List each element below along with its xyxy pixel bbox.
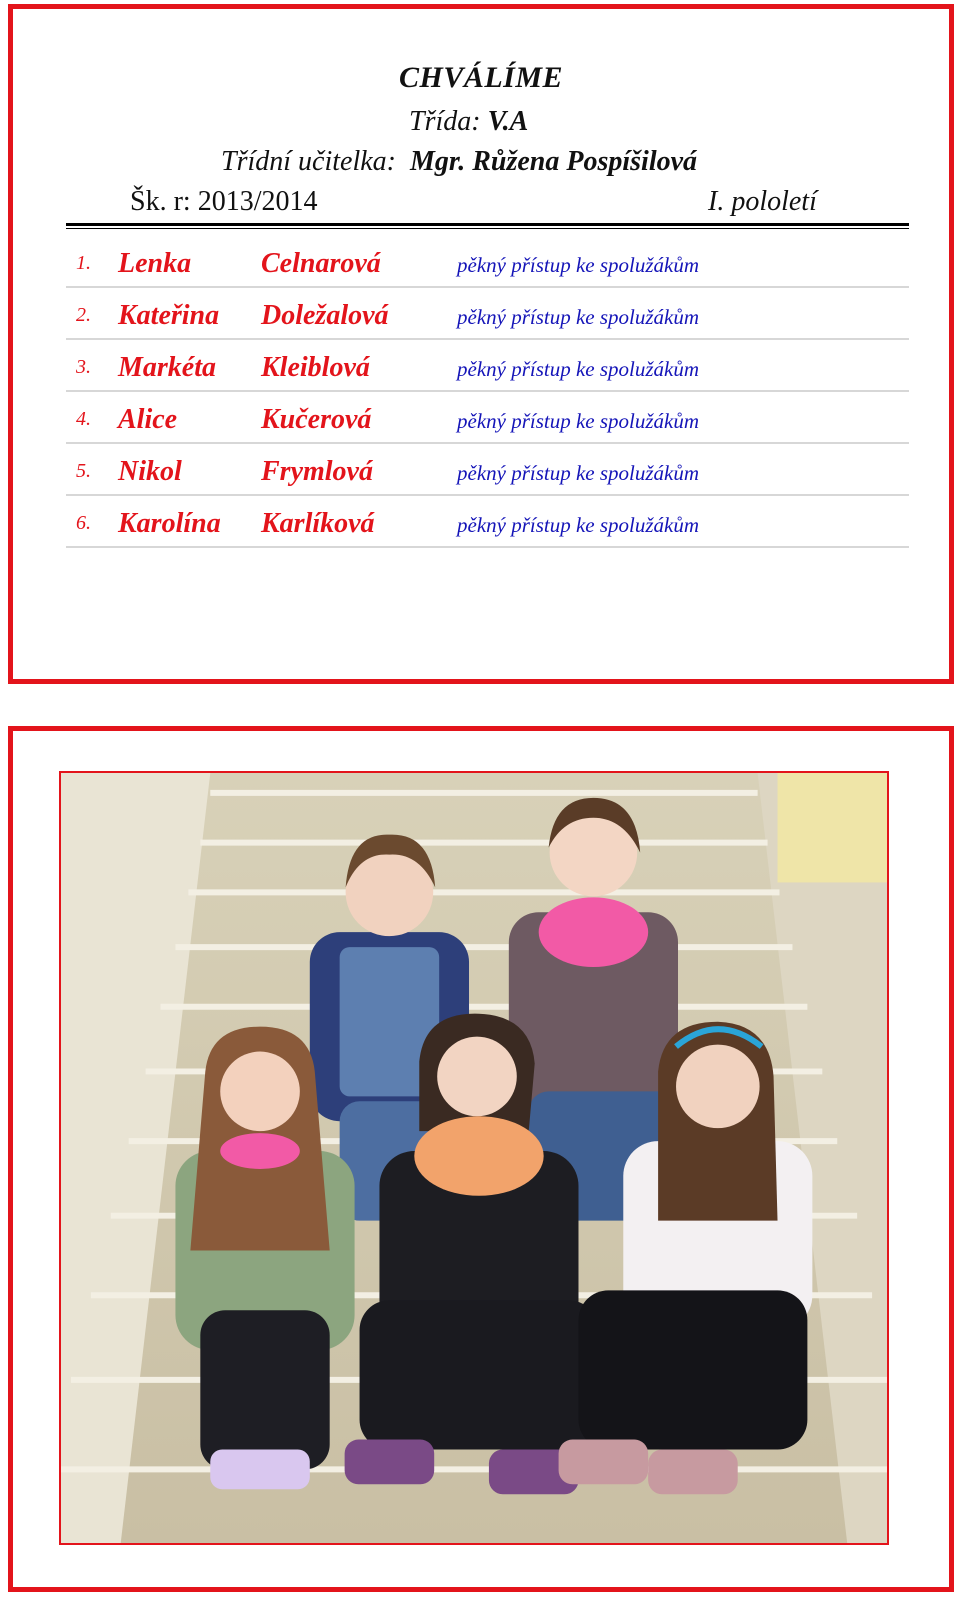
semester: I. pololetí [708,186,817,217]
first-name: Lenka [118,248,192,279]
class-photo [59,771,889,1545]
student-list [66,236,909,548]
class-label: Třída: [409,106,481,137]
header-divider-thin [66,228,909,229]
praise-note: pěkný přístup ke spolužákům [457,409,700,433]
first-name: Kateřina [118,300,220,331]
class-line [409,106,528,138]
last-name: Karlíková [261,508,375,539]
row-number: 4. [76,408,91,430]
praise-note: pěkný přístup ke spolužákům [457,253,700,277]
school-year-value: 2013/2014 [197,186,318,217]
praise-note: pěkný přístup ke spolužákům [457,305,700,329]
teacher-value: Mgr. Růžena Pospíšilová [409,146,698,177]
school-year-line [130,186,317,218]
first-name: Alice [118,404,178,435]
photo-panel [8,726,954,1592]
first-name: Markéta [118,352,216,383]
praise-panel [8,4,954,684]
last-name: Frymlová [261,456,373,487]
first-name: Karolína [118,508,221,539]
group-photo-illustration [61,773,887,1543]
first-name: Nikol [118,456,182,487]
last-name: Kučerová [261,404,372,435]
list-item [66,392,909,444]
last-name: Celnarová [261,248,381,279]
row-number: 6. [76,512,91,534]
page-title: CHVÁLÍME [398,61,564,94]
row-number: 5. [76,460,91,482]
list-item [66,444,909,496]
list-item [66,340,909,392]
row-number: 2. [76,304,91,326]
list-item [66,288,909,340]
teacher-line [221,146,697,178]
row-number: 3. [76,356,91,378]
list-item [66,236,909,288]
praise-note: pěkný přístup ke spolužákům [457,461,700,485]
last-name: Kleiblová [261,352,370,383]
school-year-label: Šk. r: [130,186,191,217]
header-divider [66,223,909,226]
last-name: Doležalová [261,300,389,331]
class-value: V.A [487,106,529,137]
row-number: 1. [76,252,91,274]
list-item [66,496,909,548]
praise-note: pěkný přístup ke spolužákům [457,513,700,537]
teacher-label: Třídní učitelka: [221,146,396,177]
praise-note: pěkný přístup ke spolužákům [457,357,700,381]
